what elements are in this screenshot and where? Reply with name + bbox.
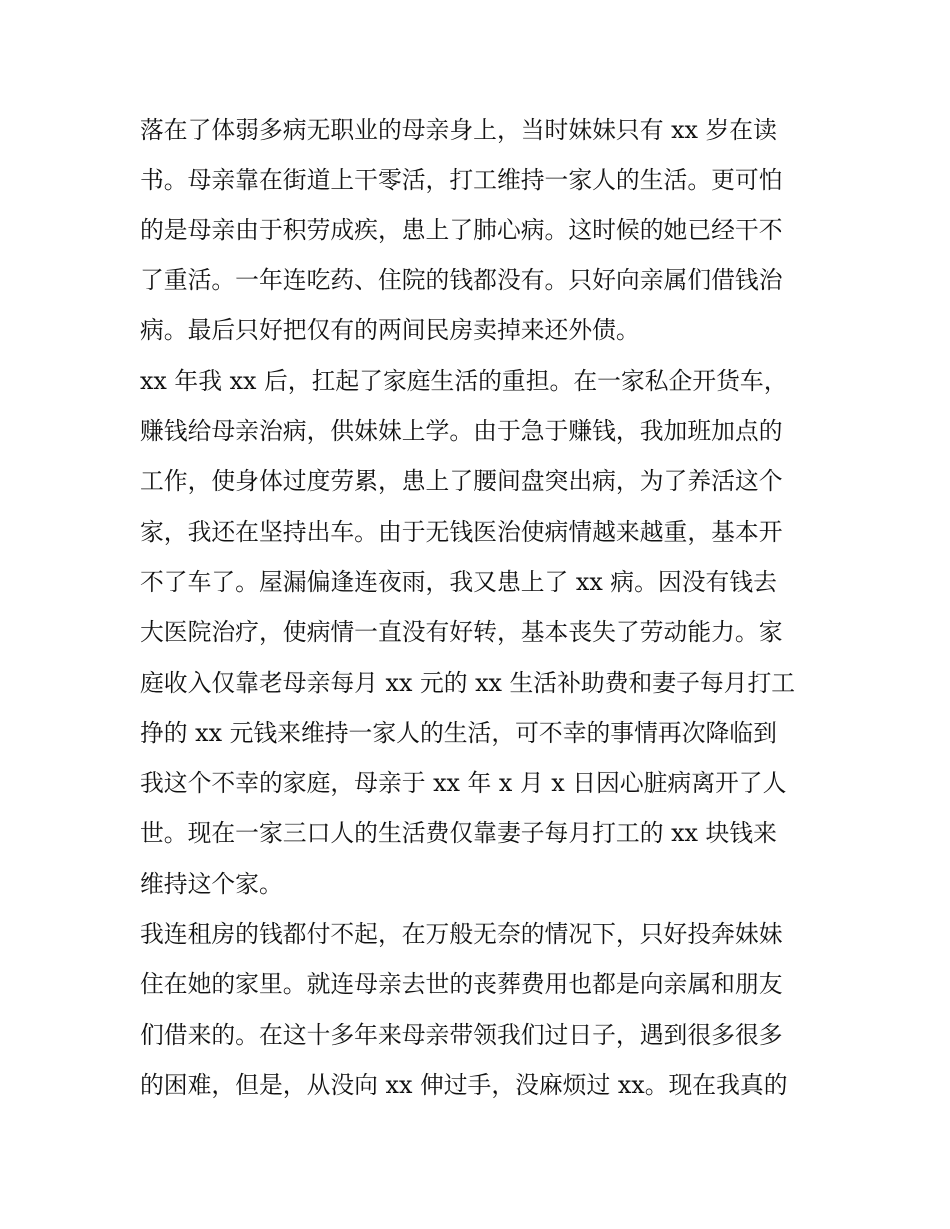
text-line: 不了车了。屋漏偏逢连夜雨，我又患上了 xx 病。因没有钱去 bbox=[140, 568, 777, 596]
text-line: 维持这个家。 bbox=[140, 870, 283, 898]
text-line: 们借来的。在这十多年来母亲带领我们过日子，遇到很多很多 bbox=[140, 1021, 783, 1049]
text-line: 庭收入仅靠老母亲每月 xx 元的 xx 生活补助费和妻子每月打工 bbox=[140, 669, 796, 697]
text-line: 世。现在一家三口人的生活费仅靠妻子每月打工的 xx 块钱来 bbox=[140, 819, 777, 847]
text-line: 住在她的家里。就连母亲去世的丧葬费用也都是向亲属和朋友 bbox=[140, 970, 783, 998]
text-line: 的是母亲由于积劳成疾，患上了肺心病。这时候的她已经干不 bbox=[140, 216, 783, 244]
text-line: 的困难，但是，从没向 xx 伸过手，没麻烦过 xx。现在我真的 bbox=[140, 1071, 788, 1099]
text-line: 挣的 xx 元钱来维持一家人的生活，可不幸的事情再次降临到 bbox=[140, 719, 777, 747]
text-line: 大医院治疗，使病情一直没有好转，基本丧失了劳动能力。家 bbox=[140, 618, 783, 646]
text-line: 家，我还在坚持出车。由于无钱医治使病情越来越重，基本开 bbox=[140, 518, 783, 546]
text-line: xx 年我 xx 后，扛起了家庭生活的重担。在一家私企开货车， bbox=[140, 367, 788, 395]
text-line: 我连租房的钱都付不起，在万般无奈的情况下，只好投奔妹妹 bbox=[140, 920, 783, 948]
text-line: 我这个不幸的家庭，母亲于 xx 年 x 月 x 日因心脏病离开了人 bbox=[140, 769, 787, 797]
text-line: 了重活。一年连吃药、住院的钱都没有。只好向亲属们借钱治 bbox=[140, 266, 783, 294]
text-line: 赚钱给母亲治病，供妹妹上学。由于急于赚钱，我加班加点的 bbox=[140, 417, 783, 445]
text-line: 工作，使身体过度劳累，患上了腰间盘突出病，为了养活这个 bbox=[140, 467, 783, 495]
text-line: 病。最后只好把仅有的两间民房卖掉来还外债。 bbox=[140, 316, 640, 344]
text-line: 落在了体弱多病无职业的母亲身上，当时妹妹只有 xx 岁在读 bbox=[140, 116, 777, 144]
text-line: 书。母亲靠在街道上干零活，打工维持一家人的生活。更可怕 bbox=[140, 166, 783, 194]
